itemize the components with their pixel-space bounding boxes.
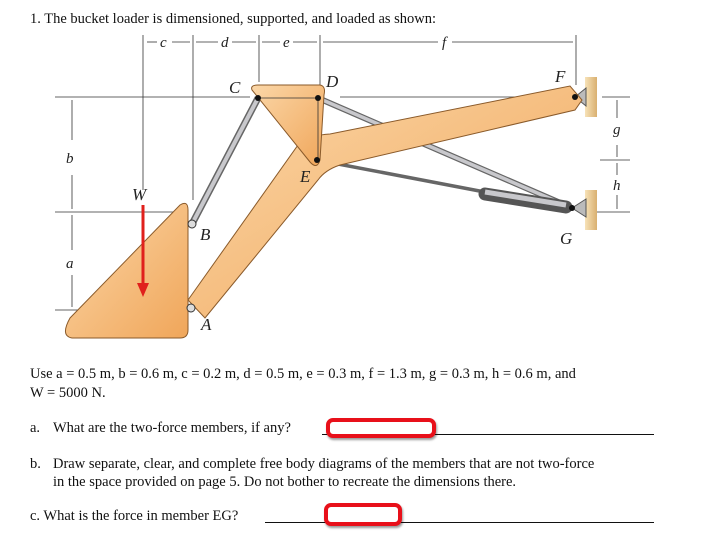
question-b-line1: Draw separate, clear, and complete free body diagrams of the members that are not two-force (53, 456, 595, 472)
point-e-label: E (300, 167, 311, 186)
question-b-line2: in the space provided on page 5. Do not bother to recreate the dimensions there. (53, 474, 517, 490)
given-values-line1: Use a = 0.5 m, b = 0.6 m, c = 0.2 m, d = 0.5 m, e = 0.3 m, f = 1.3 m, g = 0.3 m, h = 0.6 m, and (30, 366, 576, 382)
cylinder-rod-eg (317, 160, 490, 193)
question-c-text: c. What is the force in member EG? (30, 508, 239, 524)
given-values-line2: W = 5000 N. (30, 385, 106, 401)
point-d-label: D (326, 72, 339, 91)
problem-title: 1. The bucket loader is dimensioned, supported, and loaded as shown: (30, 11, 437, 27)
dim-h-label: h (613, 178, 621, 194)
wall-support-g (585, 190, 597, 230)
question-b-label: b. (30, 456, 41, 472)
wall-support-f (585, 77, 597, 117)
question-a-text: What are the two-force members, if any? (53, 420, 291, 436)
answer-c-redaction (324, 503, 402, 526)
question-a-label: a. (30, 420, 41, 436)
load-label: W (132, 185, 147, 204)
answer-c-field[interactable] (265, 522, 654, 523)
point-g-label: G (560, 229, 573, 248)
point-f-label: F (555, 67, 566, 86)
point-a-label: A (201, 315, 212, 334)
dim-c-label: c (160, 35, 167, 51)
dim-b-label: b (66, 151, 74, 167)
point-c-label: C (229, 78, 241, 97)
dim-d-label: d (221, 35, 229, 51)
point-b-label: B (200, 225, 211, 244)
answer-a-redaction (326, 418, 436, 438)
dim-g-label: g (613, 122, 621, 138)
plate-cde (252, 85, 325, 166)
dim-e-label: e (283, 35, 290, 51)
dim-a-label: a (66, 256, 74, 272)
bucket (65, 203, 188, 338)
dim-f-label: f (442, 35, 447, 51)
